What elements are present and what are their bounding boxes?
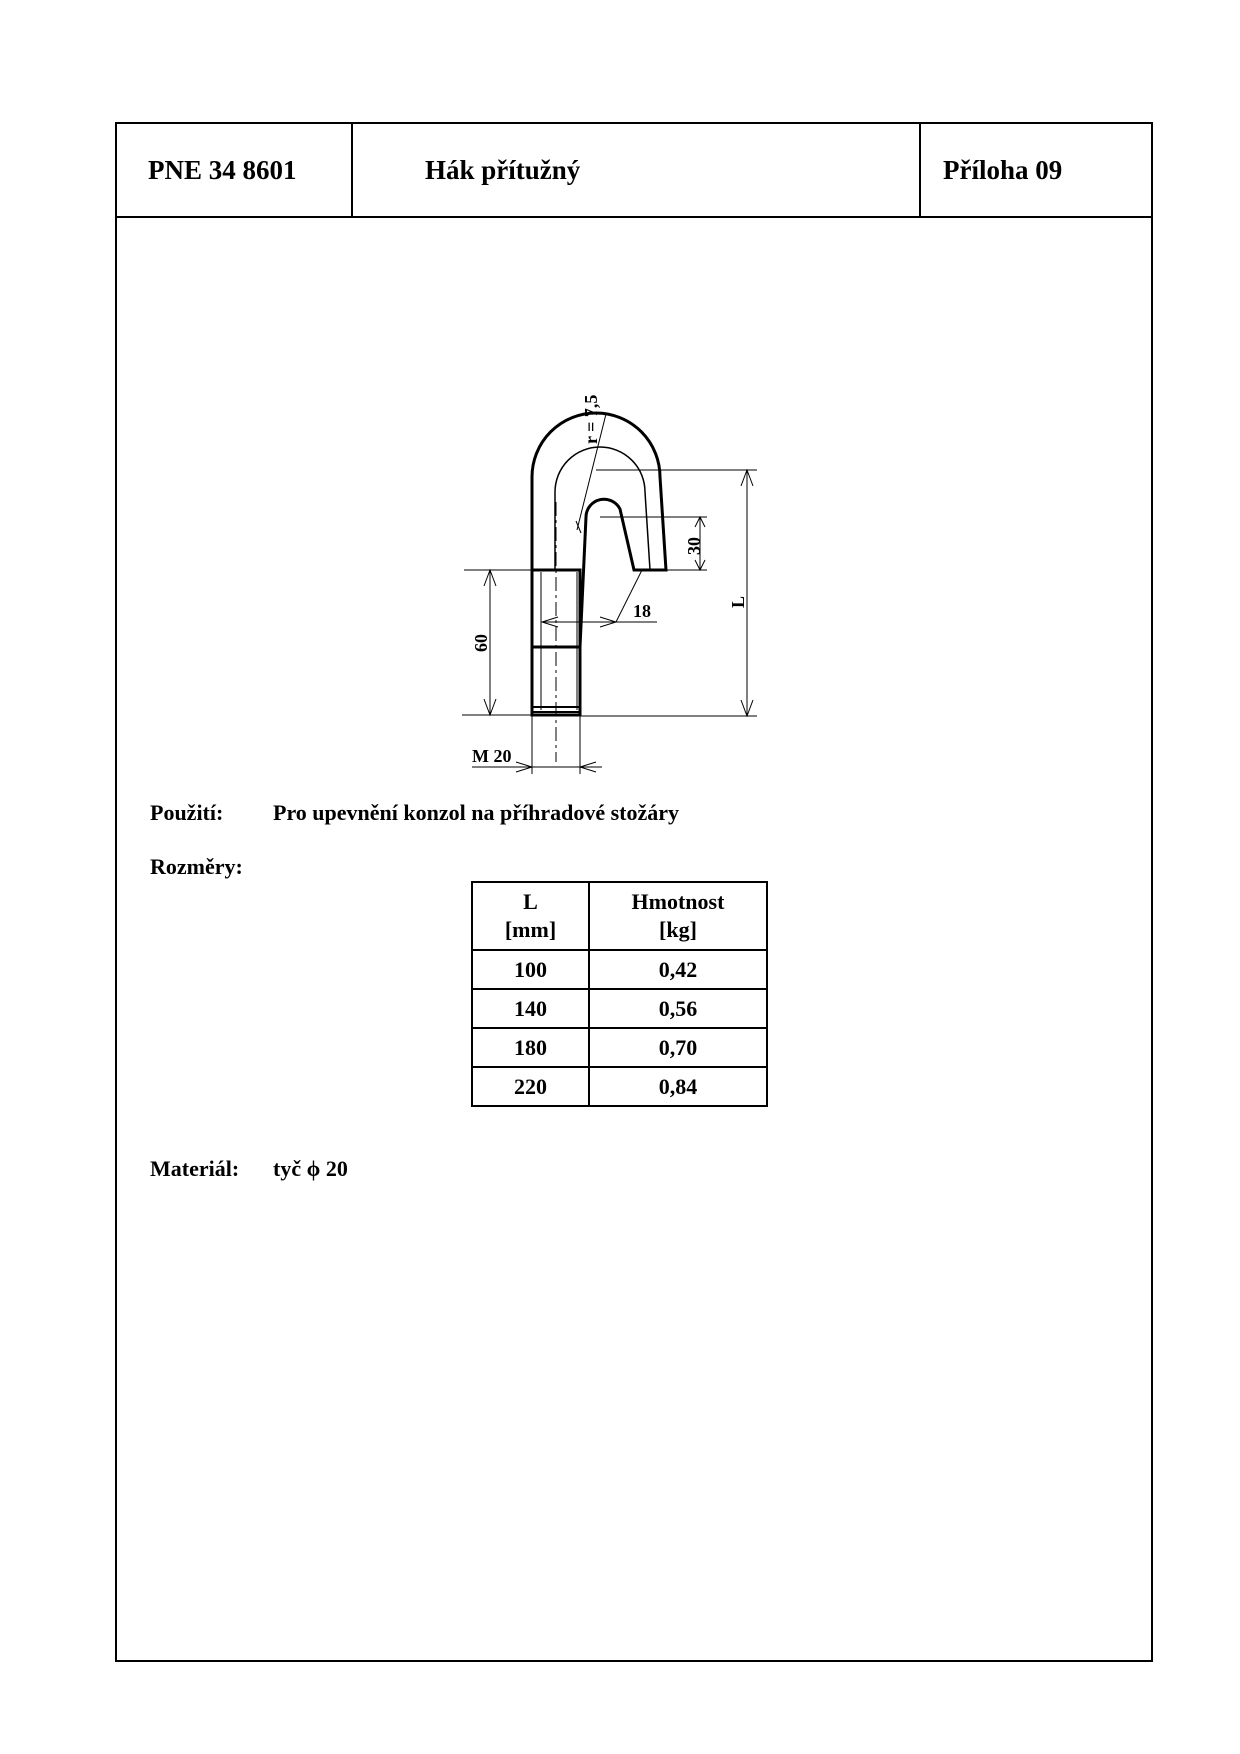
table-row	[472, 989, 767, 1028]
column-unit: [mm]	[504, 917, 557, 942]
cell-weight: 0,70	[589, 1028, 767, 1067]
cell-weight: 0,56	[589, 989, 767, 1028]
page-frame	[115, 122, 1153, 1662]
dimensions-label: Rozměry:	[150, 854, 243, 879]
document-title: Hák přítužný	[353, 124, 921, 216]
cell-length: 100	[472, 950, 589, 989]
material-label: Materiál:	[150, 1156, 240, 1181]
hook-inner-bend	[555, 447, 650, 570]
column-header-weight	[589, 882, 767, 950]
annex-number: Příloha 09	[943, 154, 1063, 185]
material-text: tyč ϕ 20	[273, 1156, 348, 1181]
cell-length: 180	[472, 1028, 589, 1067]
column-unit: [kg]	[659, 917, 697, 942]
table-row	[472, 1067, 767, 1106]
thread-label: M 20	[472, 746, 512, 766]
threaded-shank	[532, 570, 580, 715]
column-name: L	[523, 889, 538, 914]
radius-label: r = 7,5	[581, 394, 601, 444]
standard-number: PNE 34 8601	[117, 124, 353, 216]
dim-L-label: L	[728, 595, 748, 608]
dim-18-label: 18	[633, 601, 651, 621]
dimensions-table	[471, 881, 768, 1107]
table-header-row	[472, 882, 767, 950]
usage-label: Použití:	[150, 800, 224, 825]
cell-length: 220	[472, 1067, 589, 1106]
dim-60-label: 60	[471, 634, 491, 652]
column-name: Hmotnost	[631, 889, 725, 914]
table-row	[472, 950, 767, 989]
usage-text: Pro upevnění konzol na příhradové stožáry	[273, 800, 680, 825]
cell-weight: 0,42	[589, 950, 767, 989]
table-row	[472, 1028, 767, 1067]
cell-weight: 0,84	[589, 1067, 767, 1106]
dim-30-label: 30	[684, 537, 704, 555]
column-header-length	[472, 882, 589, 950]
cell-length: 140	[472, 989, 589, 1028]
